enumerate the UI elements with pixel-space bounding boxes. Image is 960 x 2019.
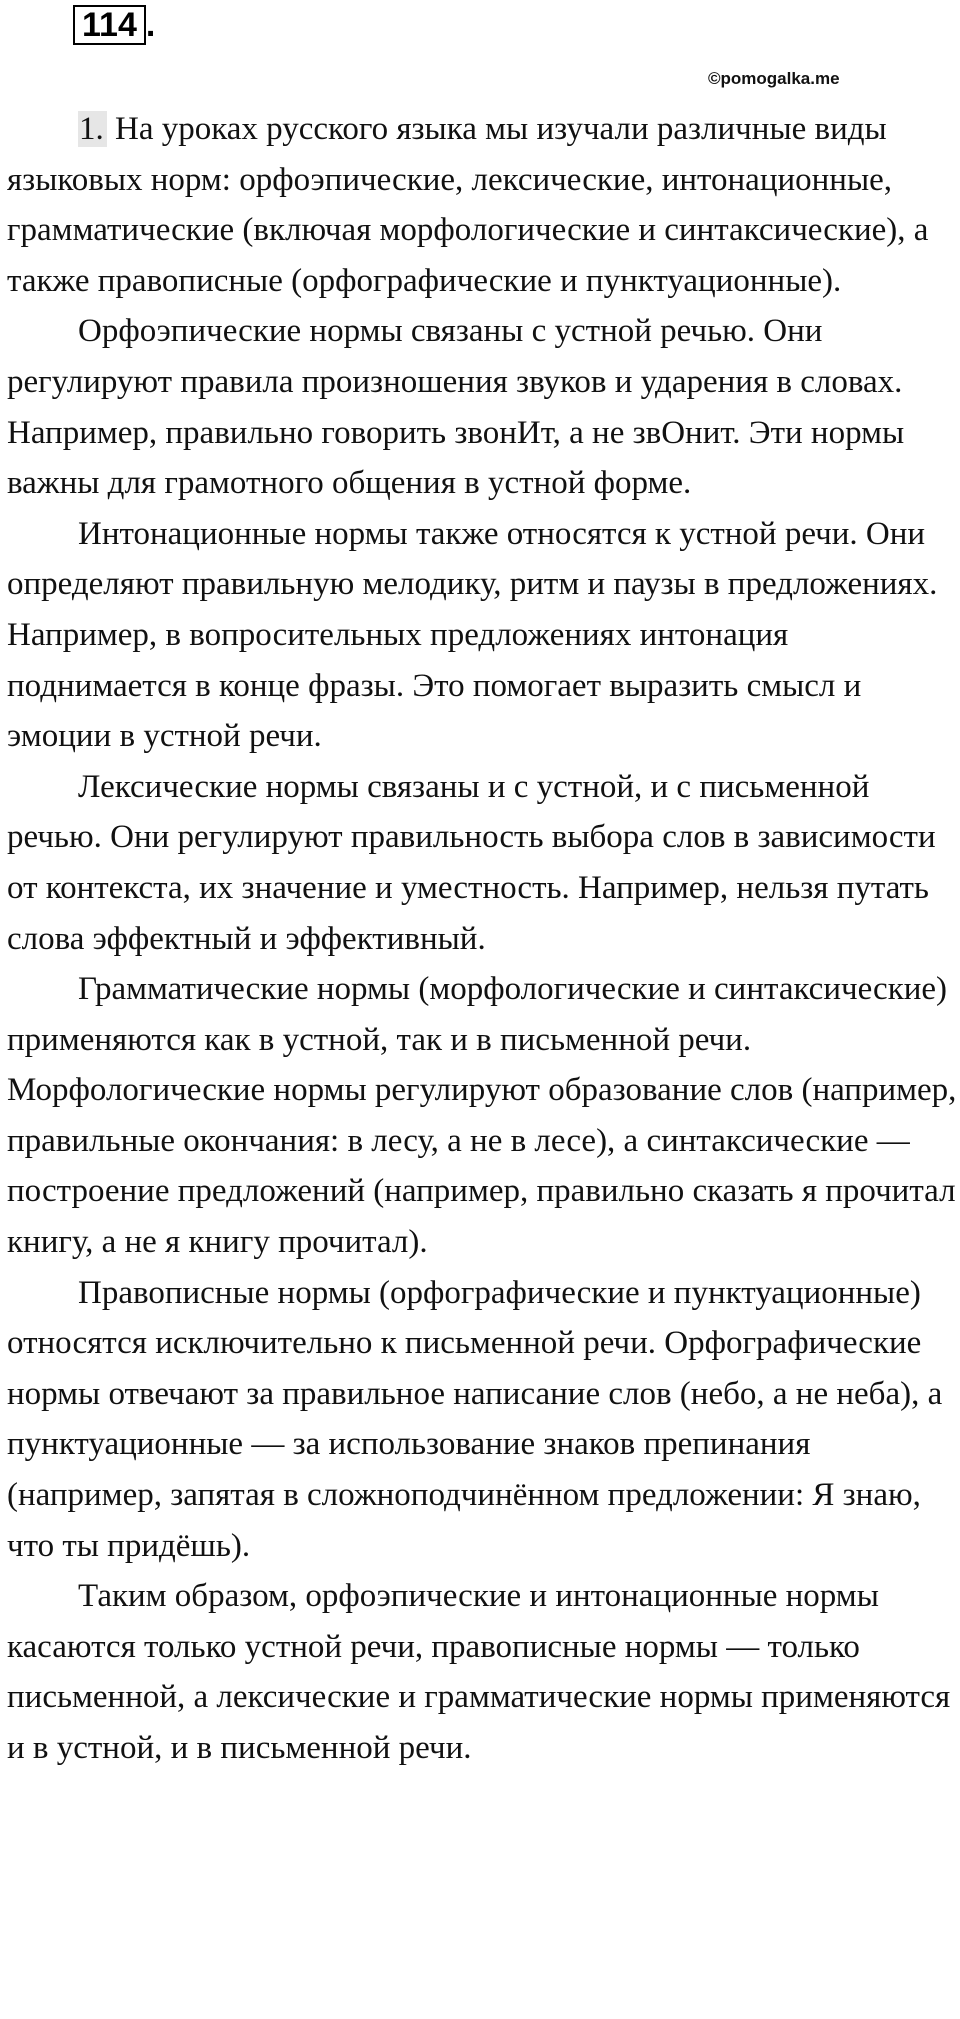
paragraph-orthoepic: Орфоэпические нормы связаны с устной речью. Они регулируют правила произношения звуков и ударения в словах. Например, правильно говорить звонИт, а не звОнит. Эти нормы важны для грамотного общения в устной форме. — [7, 313, 905, 502]
watermark: ©pomogalka.me — [708, 69, 840, 88]
paragraph-intonation: Интонационные нормы также относятся к устной речи. Они определяют правильную мелодику, ритм и паузы в предложениях. Например, в вопросительных предложениях интонация поднимается в конце фразы. Это помогает выразить смысл и эмоции в устной речи. — [7, 515, 938, 755]
paragraph-spelling: Правописные нормы (орфографические и пунктуационные) относятся исключительно к письменной речи. Орфографические нормы отвечают за правильное написание слов (небо, а не неба), а пунктуационные — за использование знаков препинания (например, запятая в сложноподчинённом предложении: Я знаю, что ты придёшь). — [7, 1274, 943, 1564]
paragraph-intro — [7, 104, 957, 306]
task-number-value: 114 — [82, 6, 137, 44]
paragraph-grammar: Грамматические нормы (морфологические и синтаксические) применяются как в устной, так и в письменной речи. Морфологические нормы регулируют образование слов (например, правильные окончания: в лесу, а не в лесе), а синтаксические — построение предложений (например, правильно сказать я прочитал книгу, а не я книгу прочитал). — [7, 971, 957, 1261]
item-marker: 1. — [78, 111, 107, 147]
task-number — [73, 5, 155, 45]
task-number-dot: . — [145, 6, 156, 44]
answer-text — [7, 104, 957, 1774]
paragraph-lexical: Лексические нормы связаны и с устной, и с письменной речью. Они регулируют правильность выбора слов в зависимости от контекста, их значение и уместность. Например, нельзя путать слова эффектный и эффективный. — [7, 768, 936, 957]
paragraph-text: На уроках русского языка мы изучали различные виды языковых норм: орфоэпические, лексические, интонационные, грамматические (включая морфологические и синтаксические), а также правописные (орфографические и пунктуационные). — [7, 111, 929, 299]
task-number-box — [73, 5, 146, 45]
paragraph-conclusion: Таким образом, орфоэпические и интонационные нормы касаются только устной речи, правописные нормы — только письменной, а лексические и грамматические нормы применяются и в устной, и в письменной речи. — [7, 1578, 951, 1766]
